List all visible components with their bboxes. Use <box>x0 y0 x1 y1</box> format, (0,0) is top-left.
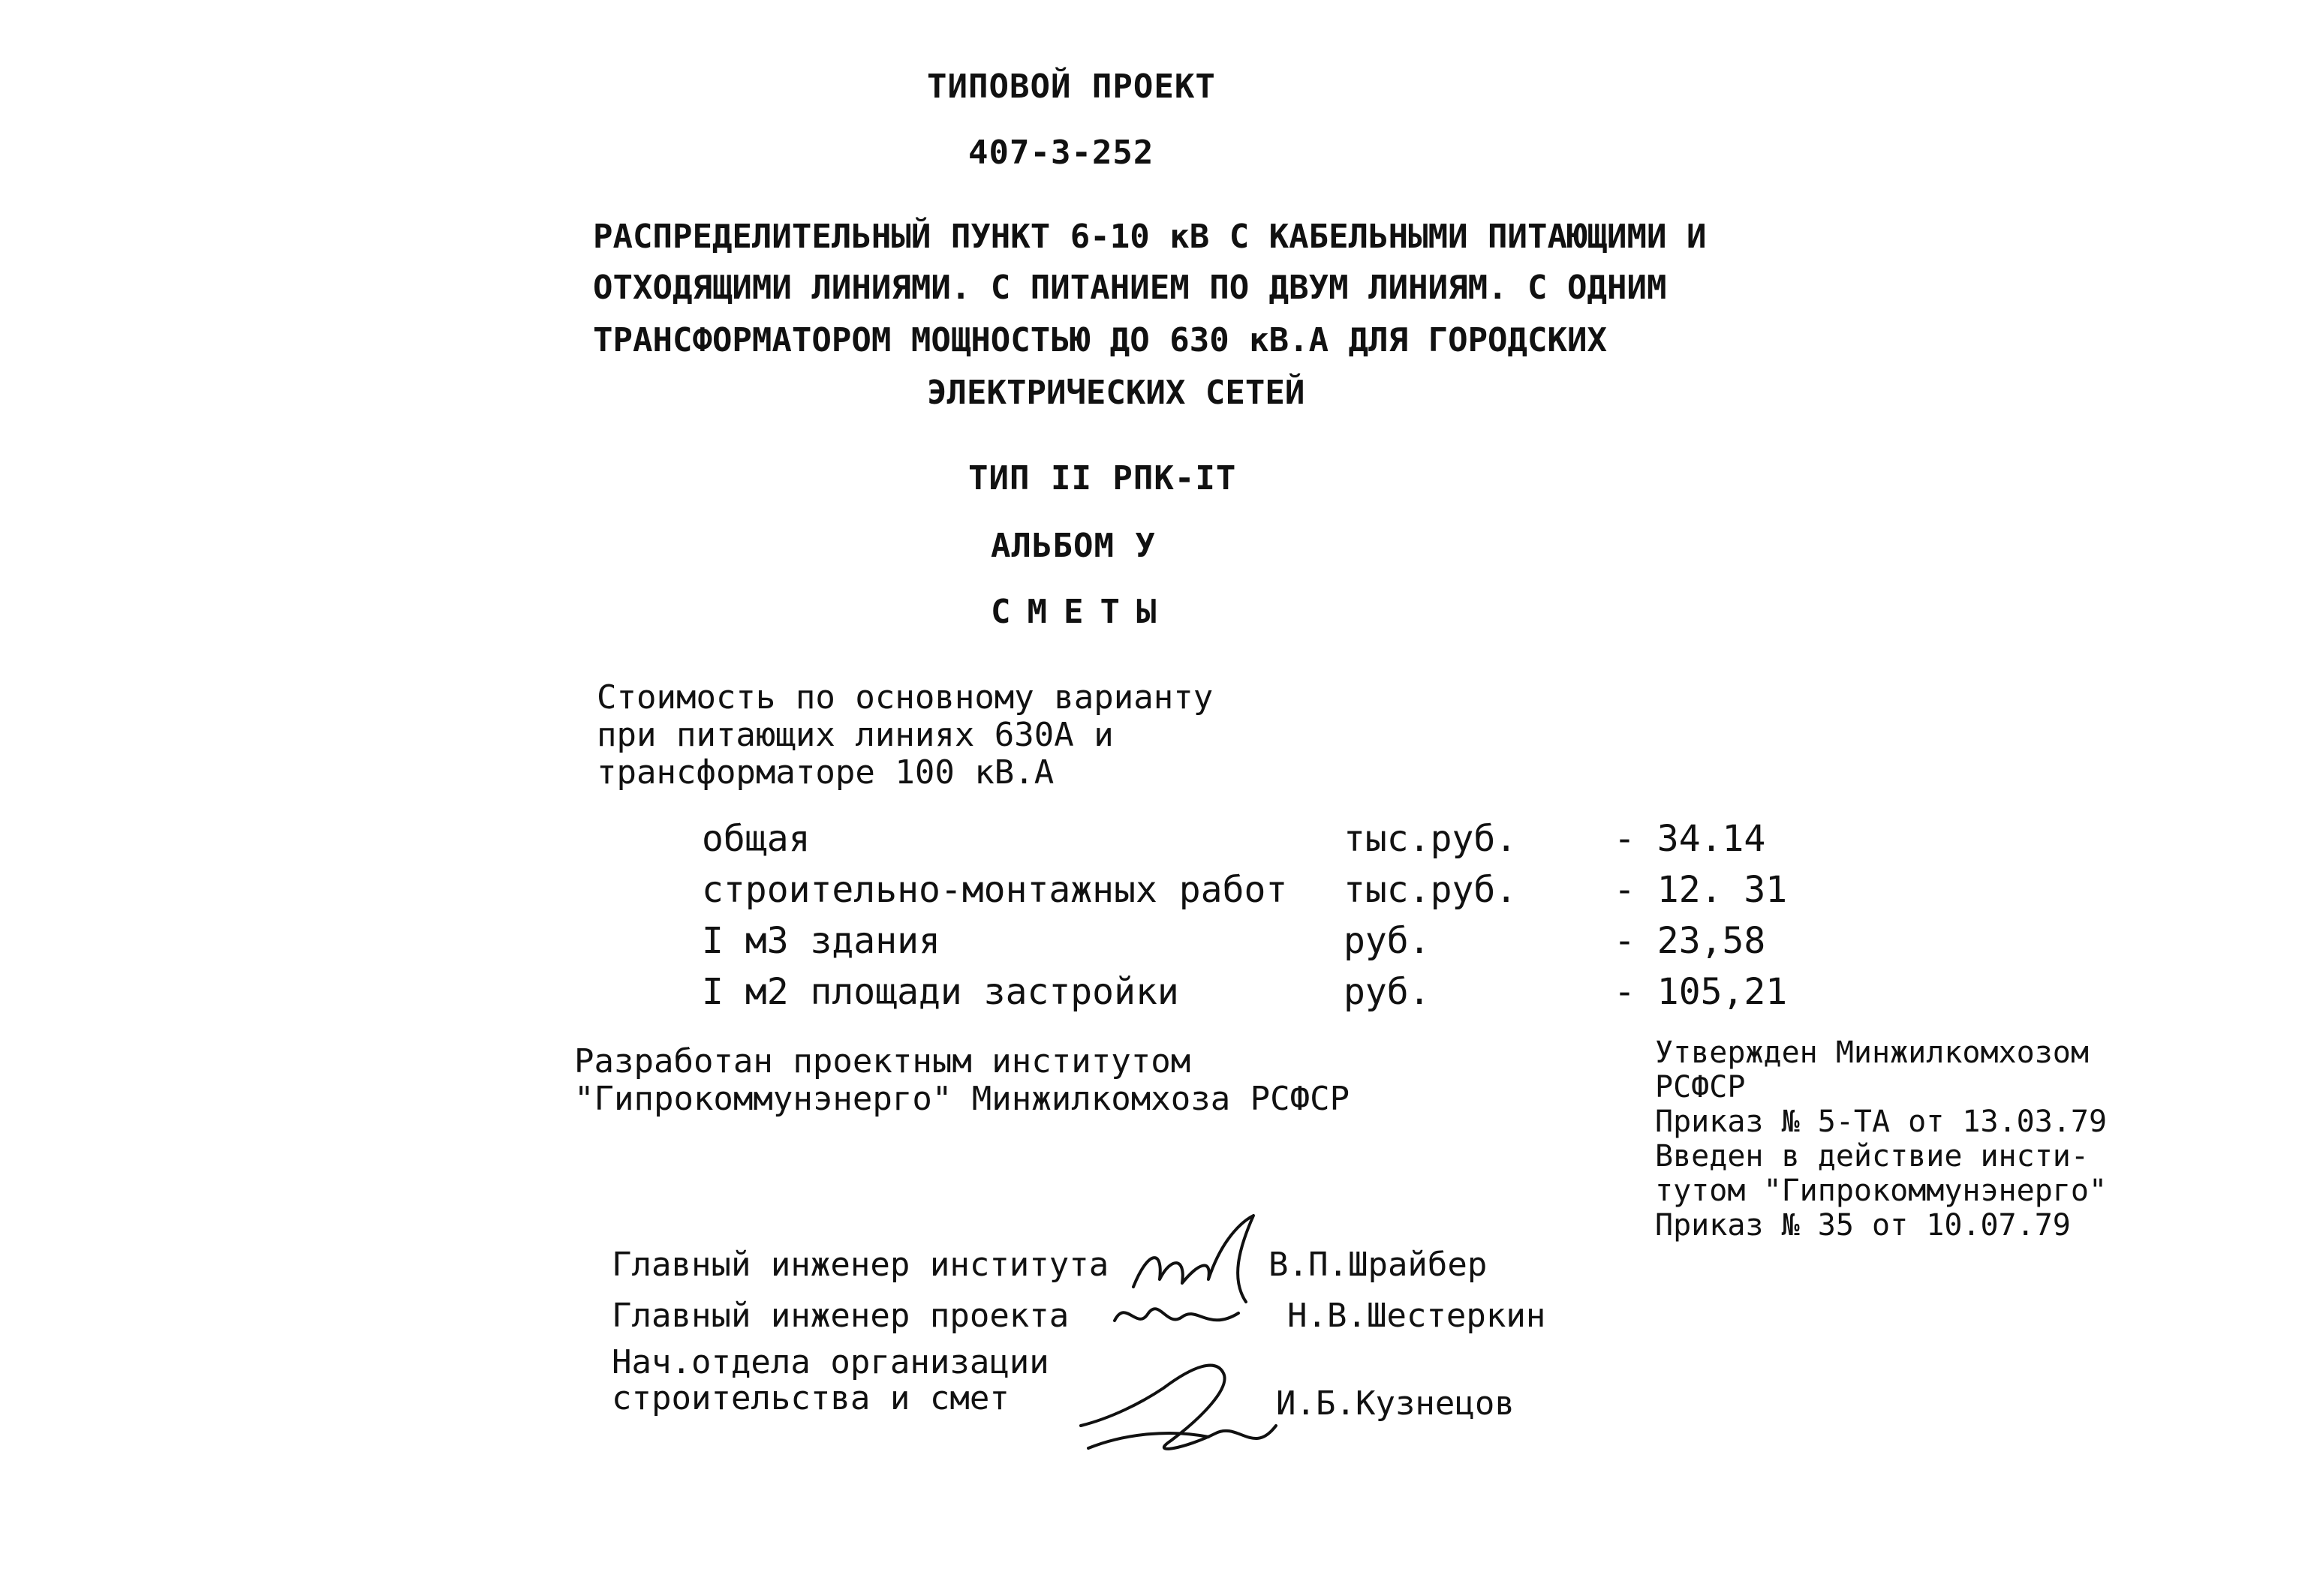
handwritten-signature-3 <box>1066 1343 1291 1478</box>
doc-number: 407-3-252 <box>968 134 1154 172</box>
signature-name: И.Б.Кузнецов <box>1276 1384 1515 1423</box>
doc-type-heading: ТИПОВОЙ ПРОЕКТ <box>927 68 1216 106</box>
cost-intro-line-3: трансформаторе 100 кВ.А <box>597 753 1055 792</box>
approval-line-3: Приказ № 5-ТА от 13.03.79 <box>1655 1105 2108 1139</box>
cost-value: - 12. 31 <box>1614 869 1788 911</box>
developed-by-line-1: Разработан проектным институтом <box>574 1042 1191 1081</box>
approval-line-6: Приказ № 35 от 10.07.79 <box>1655 1208 2071 1243</box>
title-line-1: РАСПРЕДЕЛИТЕЛЬНЫЙ ПУНКТ 6-10 кВ С КАБЕЛЬНЫМИ ПИТАЮЩИМИ И <box>593 218 1707 256</box>
signature-name: В.П.Шрайбер <box>1268 1246 1488 1284</box>
approval-line-5: тутом "Гипрокоммунэнерго" <box>1655 1174 2108 1208</box>
cost-item: I м3 здания <box>702 920 940 962</box>
approval-line-1: Утвержден Минжилкомхозом <box>1655 1035 2089 1070</box>
signature-role: Главный инженер проекта <box>612 1297 1070 1335</box>
section-label: СМЕТЫ <box>991 593 1173 631</box>
handwritten-signature-2 <box>1111 1291 1246 1343</box>
developed-by <box>574 1043 1350 1118</box>
signature-role-multiline <box>612 1345 1049 1417</box>
approval-line-2: РСФСР <box>1655 1070 1746 1105</box>
album-label: АЛЬБОМ У <box>991 527 1156 565</box>
cost-value: - 34.14 <box>1614 818 1766 860</box>
cost-intro-line-2: при питающих линиях 630А и <box>597 716 1114 754</box>
cost-intro <box>597 679 1213 792</box>
title-line-3: ТРАНСФОРМАТОРОМ МОЩНОСТЬЮ ДО 630 кВ.А ДЛЯ ГОРОДСКИХ <box>593 321 1608 359</box>
signature-role: Главный инженер института <box>612 1246 1109 1284</box>
title-line-4: ЭЛЕКТРИЧЕСКИХ СЕТЕЙ <box>927 374 1305 412</box>
cost-item: общая <box>702 818 811 860</box>
signature-name: Н.В.Шестеркин <box>1287 1297 1546 1335</box>
cost-item: строительно-монтажных работ <box>702 869 1288 911</box>
cost-unit: тыс.руб. <box>1344 869 1518 911</box>
cost-unit: руб. <box>1344 920 1431 962</box>
cost-intro-line-1: Стоимость по основному варианту <box>597 678 1214 717</box>
signature-role-line-1: Нач.отдела организации <box>612 1343 1049 1381</box>
cost-value: - 105,21 <box>1614 971 1788 1013</box>
cost-unit: руб. <box>1344 971 1431 1013</box>
cost-value: - 23,58 <box>1614 920 1766 962</box>
approval-line-4: Введен в действие инсти- <box>1655 1139 2089 1174</box>
approval-block <box>1655 1035 2107 1243</box>
type-label: ТИП II РПК-IТ <box>968 459 1237 497</box>
title-line-2: ОТХОДЯЩИМИ ЛИНИЯМИ. С ПИТАНИЕМ ПО ДВУМ ЛИНИЯМ. С ОДНИМ <box>593 269 1667 307</box>
developed-by-line-2: "Гипрокоммунэнерго" Минжилкомхоза РСФСР <box>574 1080 1350 1118</box>
signature-role-line-2: строительства и смет <box>612 1379 1010 1417</box>
cost-unit: тыс.руб. <box>1344 818 1518 860</box>
cost-item: I м2 площади застройки <box>702 971 1179 1013</box>
